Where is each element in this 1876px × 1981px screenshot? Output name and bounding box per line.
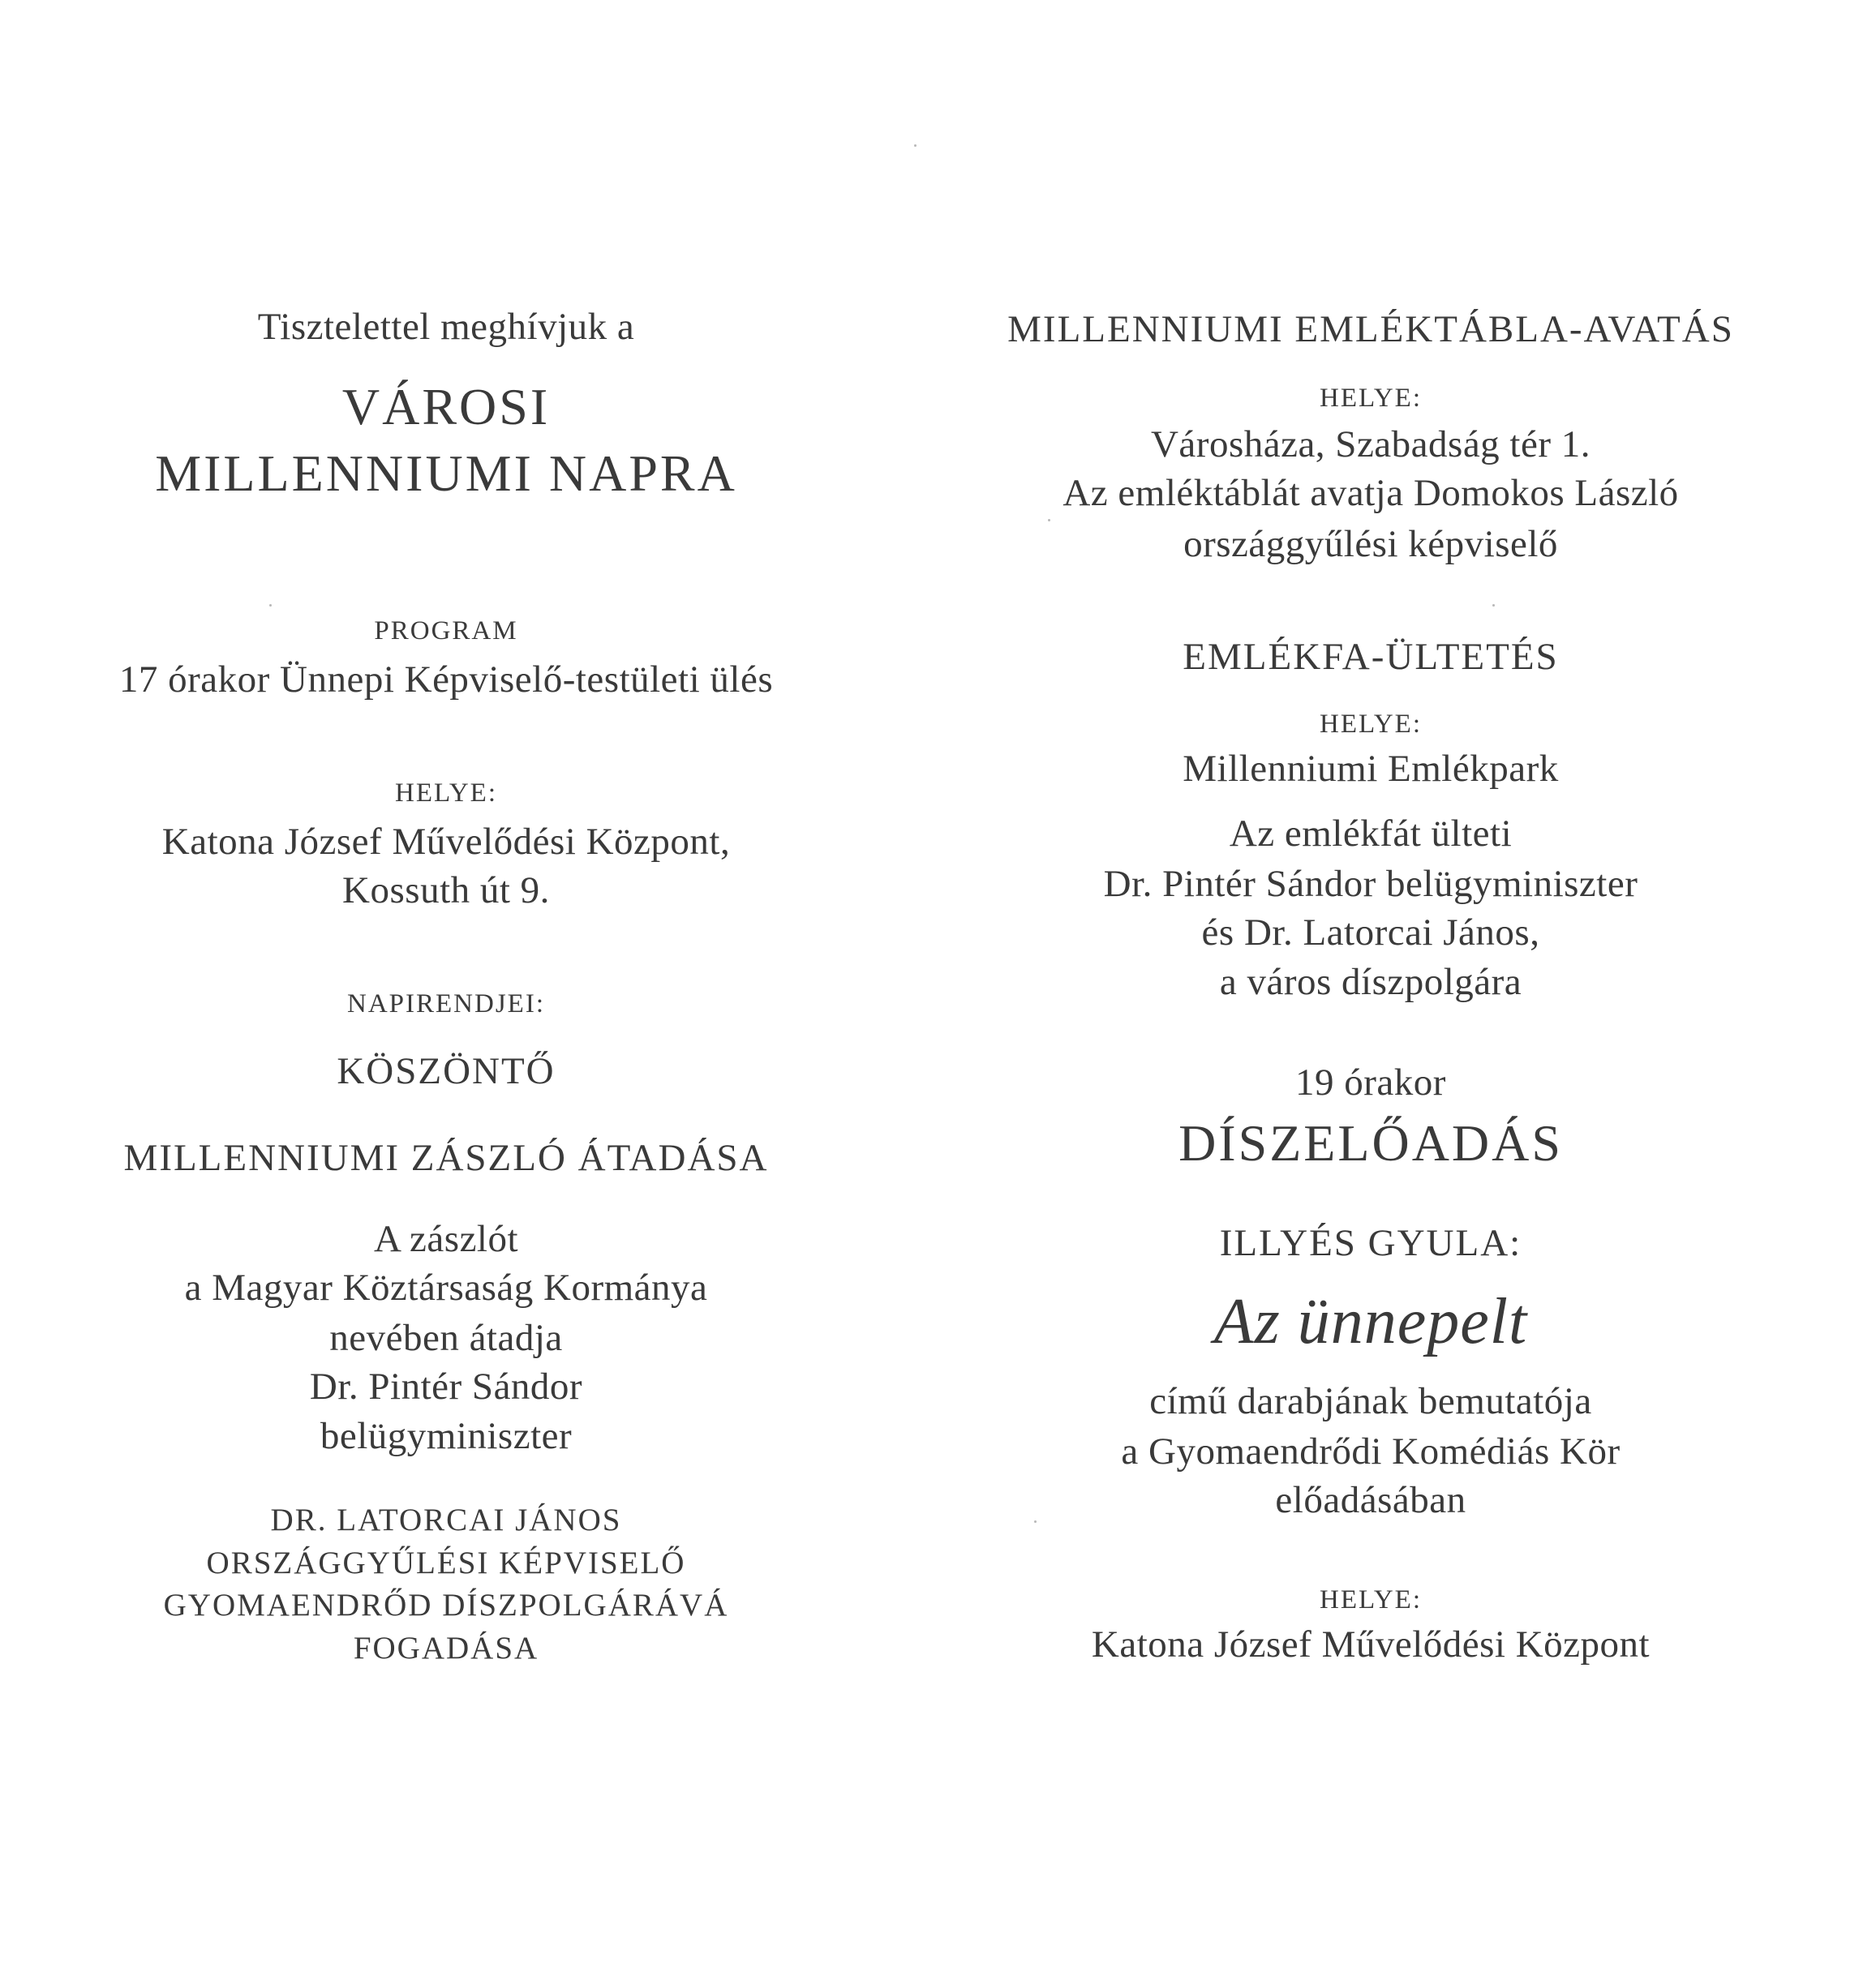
- paper-speck: [914, 144, 917, 147]
- tree-heading: EMLÉKFA-ÜLTETÉS: [1183, 636, 1559, 678]
- honor-line: DR. LATORCAI JÁNOS: [270, 1503, 622, 1537]
- play-line: című darabjának bemutatója: [1149, 1380, 1592, 1422]
- play-title: Az ünnepelt: [1213, 1286, 1528, 1357]
- tree-line: Dr. Pintér Sándor belügyminiszter: [1103, 863, 1638, 905]
- tree-line: a város díszpolgára: [1219, 961, 1522, 1003]
- flag-line: nevében átadja: [329, 1317, 563, 1359]
- paper-speck: [1048, 519, 1050, 521]
- place-line-2: Kossuth út 9.: [342, 869, 550, 911]
- gala-heading: DÍSZELŐADÁS: [1178, 1114, 1563, 1172]
- gala-time: 19 órakor: [1295, 1061, 1446, 1104]
- tree-place-label: HELYE:: [1319, 710, 1422, 739]
- plaque-heading: MILLENNIUMI EMLÉKTÁBLA-AVATÁS: [1007, 308, 1734, 350]
- flag-line: belügyminiszter: [320, 1415, 573, 1457]
- paper-speck: [1034, 1520, 1037, 1523]
- agenda-item-flag: MILLENNIUMI ZÁSZLÓ ÁTADÁSA: [123, 1137, 769, 1179]
- play-line: előadásában: [1275, 1479, 1466, 1521]
- honor-line: ORSZÁGGYŰLÉSI KÉPVISELŐ: [206, 1546, 686, 1580]
- honor-line: GYOMAENDRŐD DÍSZPOLGÁRÁVÁ: [163, 1588, 729, 1623]
- plaque-line: Az emléktáblát avatja Domokos László: [1062, 472, 1679, 514]
- honor-line: FOGADÁSA: [353, 1631, 539, 1666]
- tree-line: Az emlékfát ülteti: [1229, 813, 1513, 855]
- flag-line: Dr. Pintér Sándor: [309, 1366, 583, 1408]
- flag-line: a Magyar Köztársaság Kormánya: [184, 1267, 708, 1309]
- paper-speck: [1492, 604, 1495, 607]
- play-author: ILLYÉS GYULA:: [1219, 1222, 1522, 1264]
- agenda-label: NAPIRENDJEI:: [347, 989, 545, 1018]
- gala-place-label: HELYE:: [1319, 1585, 1422, 1614]
- plaque-line: országgyűlési képviselő: [1183, 523, 1558, 565]
- tree-place: Millenniumi Emlékpark: [1183, 748, 1559, 790]
- program-text: 17 órakor Ünnepi Képviselő-testületi ülés: [118, 658, 774, 701]
- place-label: HELYE:: [394, 778, 497, 808]
- tree-line: és Dr. Latorcai János,: [1201, 911, 1540, 954]
- paper-speck: [269, 604, 272, 607]
- plaque-place-label: HELYE:: [1319, 384, 1422, 413]
- title-line-2: MILLENNIUMI NAPRA: [155, 444, 737, 502]
- agenda-item-greeting: KÖSZÖNTŐ: [337, 1050, 556, 1092]
- title-line-1: VÁROSI: [341, 378, 551, 435]
- invitation-line: Tisztelettel meghívjuk a: [257, 306, 635, 348]
- place-line-1: Katona József Művelődési Központ,: [161, 821, 731, 863]
- play-line: a Gyomaendrődi Komédiás Kör: [1121, 1430, 1621, 1473]
- program-label: PROGRAM: [374, 616, 518, 645]
- gala-place: Katona József Művelődési Központ: [1091, 1623, 1651, 1666]
- plaque-line: Városháza, Szabadság tér 1.: [1150, 423, 1591, 465]
- flag-line: A zászlót: [373, 1218, 519, 1260]
